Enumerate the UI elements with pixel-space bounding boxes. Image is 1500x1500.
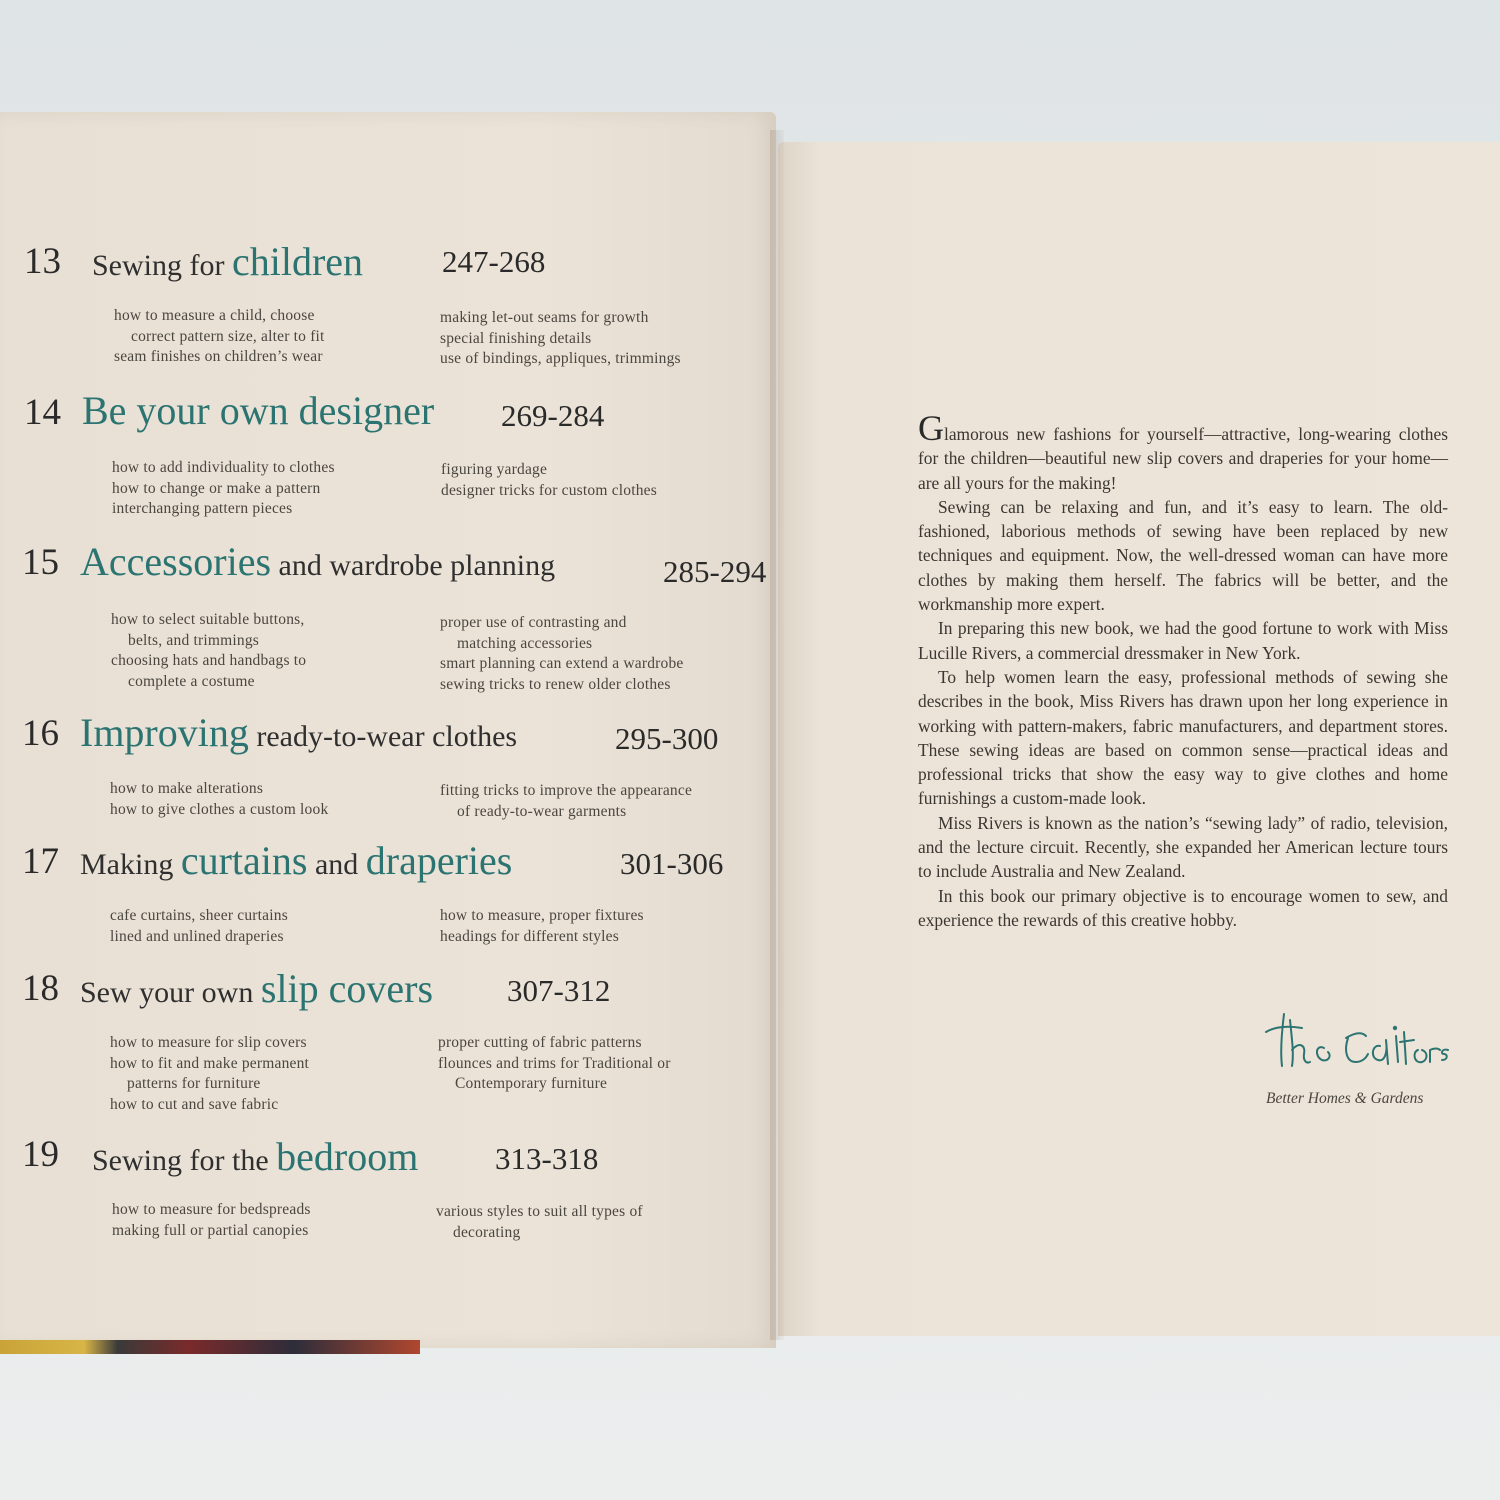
foreword-text bbox=[918, 408, 1448, 932]
chapter-topics-right: how to measure, proper fixtures headings for different styles bbox=[440, 907, 644, 945]
chapter-number: 18 bbox=[22, 968, 59, 1009]
chapter-title: Sew your own slip covers bbox=[80, 966, 434, 1011]
chapter-number: 19 bbox=[22, 1134, 59, 1175]
chapter-topics-left: how to measure for slip covers how to fit and make permanent patterns for furniture how to cut and save fabric bbox=[110, 1034, 310, 1113]
book-gutter bbox=[770, 130, 784, 1340]
chapter-topics-left: how to measure for bedspreads making full or partial canopies bbox=[112, 1201, 311, 1239]
chapter-pages: 269-284 bbox=[501, 398, 605, 433]
chapter-topics-right: proper use of contrasting and matching accessories smart planning can extend a wardrobe sewing tricks to renew older clothes bbox=[440, 614, 684, 693]
chapter-number: 13 bbox=[24, 241, 61, 282]
chapter-pages: 295-300 bbox=[615, 721, 719, 756]
chapter-title: Making curtains and draperies bbox=[80, 838, 513, 883]
foreword-paragraph: Sewing can be relaxing and fun, and it’s easy to learn. The old-fashioned, laborious methods of sewing have been replaced by new techniques and equipment. Now, the well-dressed woman can have more clothes by making them herself. The fabrics will be better, and the workmanship more expert. bbox=[918, 496, 1448, 615]
book-cover-edge bbox=[0, 1340, 420, 1354]
chapter-topics-right: fitting tricks to improve the appearance of ready-to-wear garments bbox=[440, 782, 693, 820]
chapter-title: Improving ready-to-wear clothes bbox=[80, 710, 518, 755]
chapter-pages: 301-306 bbox=[620, 846, 724, 881]
chapter-pages: 313-318 bbox=[495, 1141, 599, 1176]
chapter-topics-right: proper cutting of fabric patterns flounces and trims for Traditional or Contemporary furniture bbox=[438, 1034, 671, 1092]
chapter-title: Be your own designer bbox=[82, 388, 435, 433]
chapter-title: Sewing for the bedroom bbox=[92, 1134, 419, 1179]
foreword-paragraph: In preparing this new book, we had the good fortune to work with Miss Lucille Rivers, a commercial dressmaker in New York. bbox=[918, 618, 1448, 663]
chapter-number: 15 bbox=[22, 542, 59, 583]
chapter-topics-right: various styles to suit all types of decorating bbox=[436, 1203, 643, 1241]
chapter-topics-right: figuring yardage designer tricks for custom clothes bbox=[441, 461, 657, 499]
chapter-number: 14 bbox=[24, 392, 61, 433]
chapter-pages: 247-268 bbox=[442, 244, 546, 279]
chapter-title: Sewing for children bbox=[92, 239, 364, 284]
chapter-topics-left: how to make alterations how to give clothes a custom look bbox=[110, 780, 329, 818]
foreword-paragraph: Glamorous new fashions for yourself—attractive, long-wearing clothes for the children—beautiful new slip covers and draperies for your home—are all yours for the making! bbox=[918, 408, 1448, 493]
chapter-topics-left: how to measure a child, choose correct pattern size, alter to fit seam finishes on children’s wear bbox=[114, 307, 325, 365]
editors-signature bbox=[1262, 1010, 1450, 1074]
chapter-pages: 307-312 bbox=[507, 973, 611, 1008]
chapter-number: 17 bbox=[22, 841, 59, 882]
chapter-number: 16 bbox=[22, 713, 59, 754]
chapter-title: Accessories and wardrobe planning bbox=[80, 539, 556, 584]
chapter-topics-left: how to add individuality to clothes how to change or make a pattern interchanging pattern pieces bbox=[112, 459, 335, 517]
chapter-topics-left: cafe curtains, sheer curtains lined and unlined draperies bbox=[110, 907, 288, 945]
foreword-paragraph: In this book our primary objective is to encourage women to sew, and experience the rewards of this creative hobby. bbox=[918, 885, 1448, 930]
chapter-topics-right: making let-out seams for growth special finishing details use of bindings, appliques, trimmings bbox=[440, 309, 681, 367]
publisher-name: Better Homes & Gardens bbox=[1266, 1090, 1424, 1107]
chapter-pages: 285-294 bbox=[663, 554, 767, 589]
drop-cap: G bbox=[918, 408, 944, 448]
foreword-paragraph: To help women learn the easy, professional methods of sewing she describes in the book, Miss Rivers has drawn upon her long experience in working with pattern-makers, fabric manufacturers, and department stores. These sewing ideas are based on common sense—practical ideas and professional tricks that show the easy way to give clothes and home furnishings a custom-made look. bbox=[918, 666, 1448, 809]
foreword-paragraph: Miss Rivers is known as the nation’s “sewing lady” of radio, television, and the lecture circuit. Recently, she expanded her American lecture tours to include Australia and New Zealand. bbox=[918, 812, 1448, 882]
chapter-topics-left: how to select suitable buttons, belts, and trimmings choosing hats and handbags to complete a costume bbox=[111, 611, 307, 690]
